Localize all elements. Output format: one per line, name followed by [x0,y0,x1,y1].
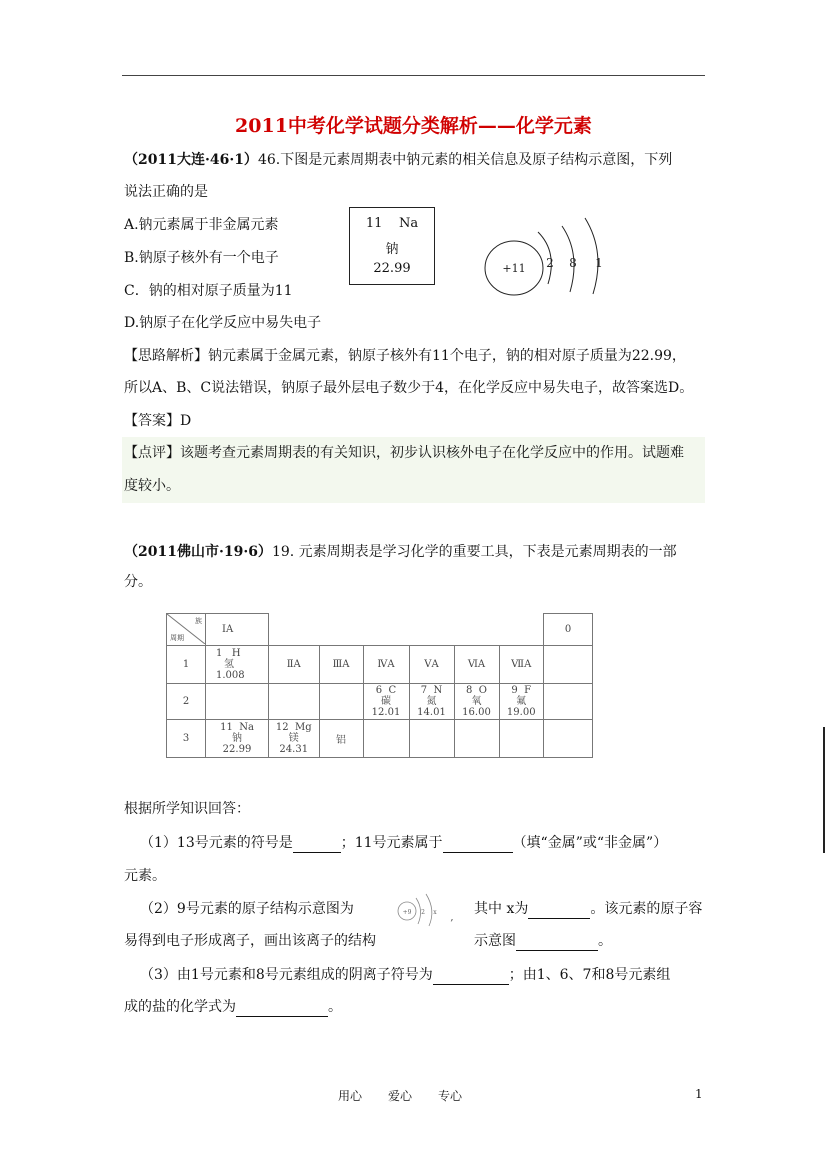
blank-x-value[interactable] [528,904,590,919]
period2-ia-cell [206,684,269,720]
sodium-number: 11 [365,216,383,231]
q1-analysis-a: 钠元素属于金属元素，钠原子核外有11个电子，钠的相对原子质量为22.99， [208,348,686,364]
q2-part2-line1-right [474,899,702,919]
h-mass: 1.008 [216,670,245,681]
header-rule [122,75,705,76]
q1-analysis-line1 [124,346,686,366]
q1-analysis-label: 【思路解析】 [124,348,208,364]
period3-group0-cell [544,720,593,758]
group-iva-header: ⅣA [363,646,409,684]
q1-stem-line1 [124,150,672,170]
period3-va-cell [409,720,454,758]
q2-p1-d: 元素。 [124,868,166,884]
group-ia-header: IA [206,614,269,646]
na-name: 钠 [232,733,242,744]
group-0-header: 0 [544,614,593,646]
q2-p1-c: （填“金属”或“非金属”） [512,835,668,851]
q2-p3-c: 成的盐的化学式为 [124,999,236,1015]
fluorine-atom-diagram [396,892,460,928]
element-mg [269,720,320,758]
q1-answer: D [180,413,192,429]
n-number: 7 [420,685,428,696]
group-va-header: ⅤA [409,646,454,684]
element-n [409,684,454,720]
q2-p2-f: 。 [598,933,612,949]
q1-stem-b: 说法正确的是 [124,184,208,200]
h-name: 氢 [224,659,234,670]
group-iiia-header: ⅢA [319,646,363,684]
na-symbol: Na [239,722,254,733]
f-nucleus-charge: +9 [402,909,412,916]
period3-via-cell [454,720,499,758]
element-f [499,684,544,720]
corner-period-label: 周期 [170,634,184,642]
n-name: 氮 [426,696,437,707]
period2-iiia-cell [319,684,363,720]
n-symbol: N [433,685,443,696]
q2-part2-line2-right [474,931,612,951]
period-label-2: 2 [167,684,206,720]
mg-mass: 24.31 [279,744,309,755]
element-c [363,684,409,720]
o-number: 8 [466,685,473,696]
q2-p2-a: （2）9号元素的原子结构示意图为 [140,901,354,917]
periodic-table [166,613,593,758]
nucleus-charge: +11 [502,262,526,275]
page-number: 1 [695,1087,703,1101]
h-symbol: H [231,648,241,659]
q1-comment-b: 度较小。 [124,478,180,494]
q2-p2-b: 其中 x为 [474,901,529,917]
group-viia-header: ⅦA [499,646,544,684]
sodium-element-box [349,207,435,285]
q1-option-b: B.钠原子核外有一个电子 [124,250,279,266]
blank-salt-formula[interactable] [236,1002,328,1017]
blank-13-symbol[interactable] [293,838,341,853]
q1-option-a: A.钠元素属于非金属元素 [124,217,279,233]
q2-prompt: 根据所学知识回答： [124,801,250,817]
shell-count-2: 8 [569,256,577,270]
period-label-1: 1 [167,646,206,684]
period2-group0-cell [544,684,593,720]
c-symbol: C [388,685,397,696]
q2-p1-b: ；11号元素属于 [340,835,443,851]
q2-p2-c: 。该元素的原子容 [590,901,703,917]
footer-text-2: 爱心 [388,1089,413,1103]
q1-comment-label: 【点评】 [124,445,180,461]
element-al: 铝 [319,720,363,758]
o-mass: 16.00 [462,707,491,718]
mg-name: 镁 [288,733,299,744]
f-name: 氟 [516,696,527,707]
q1-comment-a: 该题考查元素周期表的有关知识，初步认识核外电子在化学反应中的作用。试题难 [180,445,684,461]
na-number: 11 [220,722,233,733]
footer-text-3: 专心 [438,1089,463,1103]
q1-stem-a: 46.下图是元素周期表中钠元素的相关信息及原子结构示意图，下列 [257,152,673,168]
f-shell-count-2: x [433,909,437,916]
q2-p1-a: （1）13号元素的符号是 [140,835,293,851]
period3-viia-cell [499,720,544,758]
q2-p3-b: ；由1、6、7和8号元素组 [508,967,671,983]
q1-answer-line [124,411,191,431]
f-number: 9 [511,685,518,696]
o-name: 氧 [471,696,482,707]
f-shell-count-1: 2 [421,909,425,916]
o-symbol: O [478,685,487,696]
blank-11-type[interactable] [443,838,513,853]
c-name: 碳 [381,696,391,707]
sodium-name: 钠 [385,242,399,257]
q2-p3-a: （3）由1号元素和8号元素组成的阴离子符号为 [140,967,433,983]
q1-option-c: C．钠的相对原子质量为11 [124,283,293,299]
q2-part1-line1 [140,833,667,853]
sodium-mass: 22.99 [373,261,411,276]
period2-iia-cell [269,684,320,720]
period1-group0-cell [544,646,593,684]
f-shell-arc-1 [416,898,421,924]
q2-source: （2011佛山市·19·6） [124,544,272,560]
q1-option-d: D.钠原子在化学反应中易失电子 [124,315,322,331]
page-edge-bar [823,727,825,853]
element-na [206,720,269,758]
c-mass: 12.01 [371,707,401,718]
q1-analysis-b: 所以A、B、C说法错误，钠原子最外层电子数少于4，在化学反应中易失电子，故答案选D。 [124,380,694,396]
mg-symbol: Mg [294,722,312,733]
h-number: 1 [216,648,223,659]
q2-part3-line2 [124,997,342,1017]
q2-stem-a: 19. 元素周期表是学习化学的重要工具，下表是元素周期表的一部 [271,544,677,560]
element-o [454,684,499,720]
n-mass: 14.01 [417,707,446,718]
q2-stem-line1 [124,542,677,562]
na-mass: 22.99 [222,744,252,755]
blank-ion-diagram[interactable] [516,936,598,951]
group-via-header: ⅥA [454,646,499,684]
footer-text-1: 用心 [338,1089,363,1103]
blank-anion-symbol[interactable] [433,970,509,985]
q2-stem-b: 分。 [124,574,152,590]
c-number: 6 [375,685,383,696]
f-symbol: F [524,685,532,696]
svg-text:,: , [450,912,454,923]
period3-iva-cell [363,720,409,758]
q2-p2-d: 易得到电子形成离子，画出该离子的结构 [124,933,376,949]
mg-number: 12 [275,722,289,733]
q1-comment-line1 [124,443,684,463]
element-h [206,646,269,684]
page-title: 2011中考化学试题分类解析——化学元素 [235,115,592,137]
period-label-3: 3 [167,720,206,758]
table-corner [167,614,206,646]
q1-source: （2011大连·46·1） [124,152,258,168]
f-shell-arc-2 [426,894,432,926]
shell-count-3: 1 [595,256,603,270]
q2-part3-line1 [140,965,670,985]
corner-group-label: 族 [195,617,202,625]
sodium-number-symbol [350,216,434,231]
q2-p3-d: 。 [328,999,342,1015]
q1-answer-label: 【答案】 [124,413,180,429]
shell-count-1: 2 [546,256,554,270]
f-mass: 19.00 [506,707,536,718]
sodium-atom-diagram [480,212,610,302]
group-iia-header: ⅡA [269,646,320,684]
q2-p2-e: 示意图 [474,933,516,949]
sodium-symbol: Na [398,216,419,231]
